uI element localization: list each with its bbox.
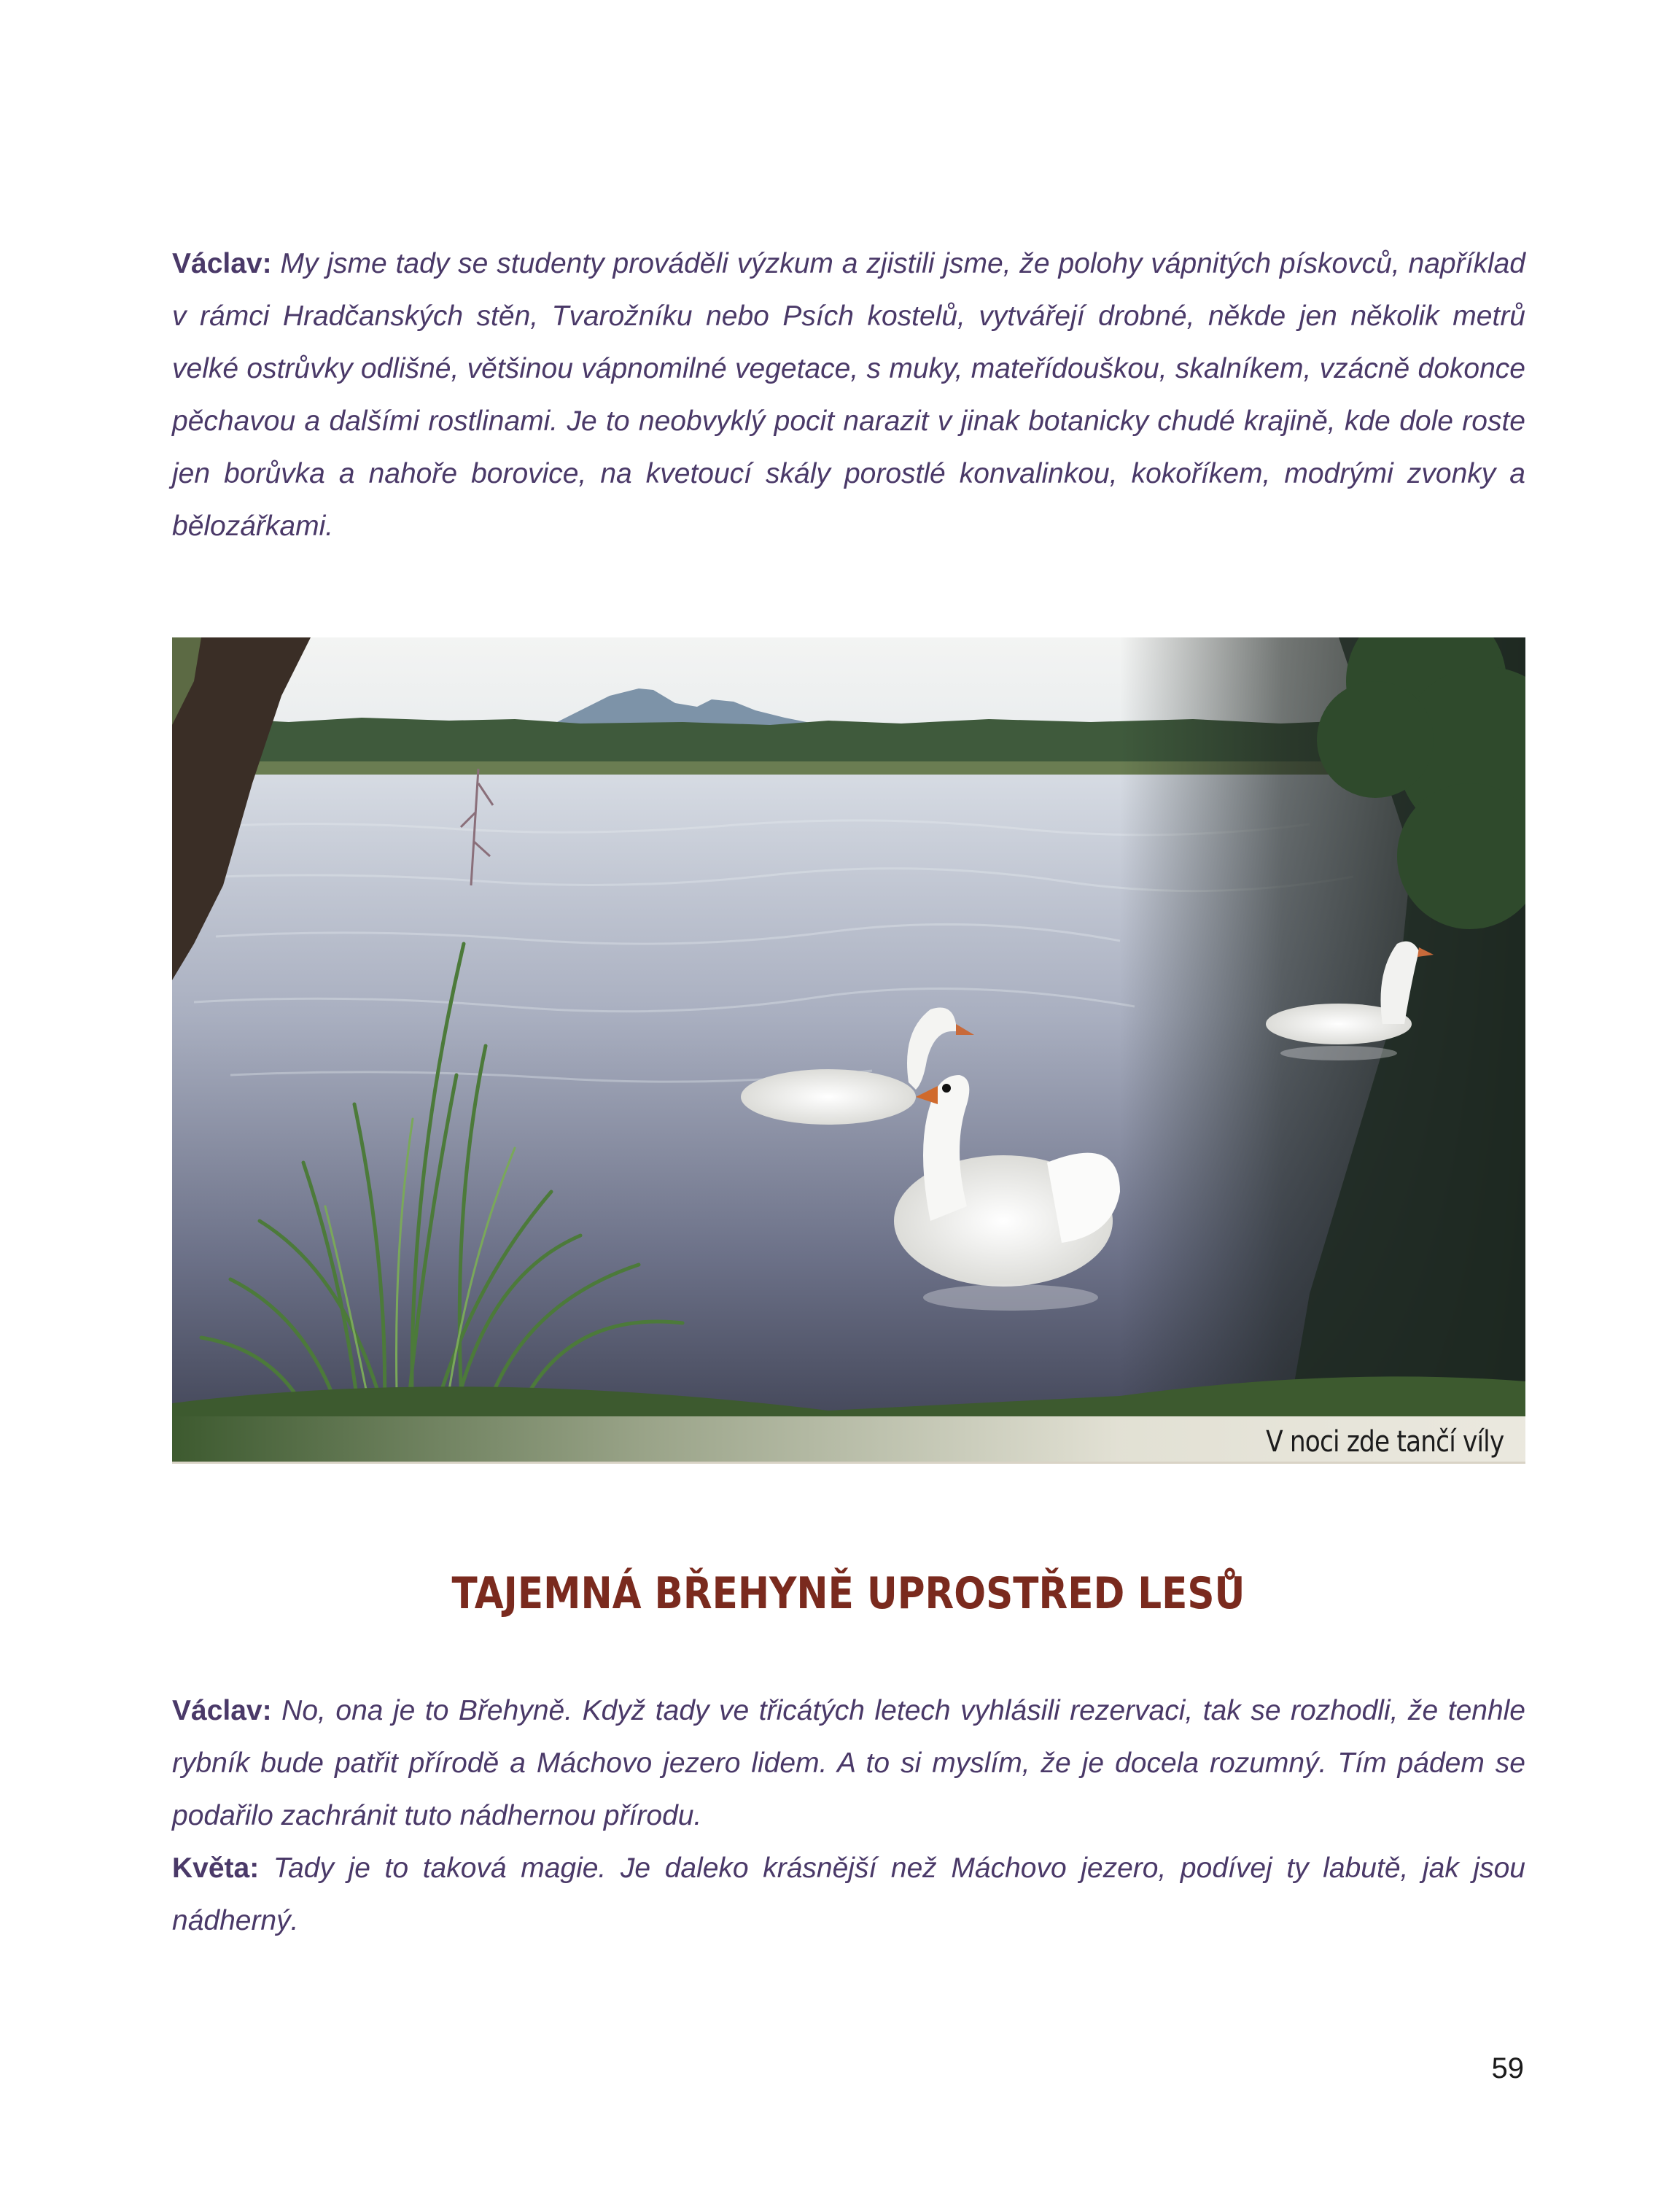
speaker-name: Václav: [172, 1695, 272, 1726]
dialogue-block [172, 1685, 1525, 1947]
page-number: 59 [1491, 2052, 1524, 2084]
photo-caption: V noci zde tančí víly [1265, 1425, 1504, 1459]
speech-text: Tady je to taková magie. Je daleko krásnější než Máchovo jezero, podívej ty labutě, jak jsou nádherný. [172, 1853, 1525, 1936]
lake-swans-photo [172, 637, 1525, 1464]
caption-bar [172, 1416, 1525, 1464]
speech-text: No, ona je to Břehyně. Když tady ve třicátých letech vyhlásili rezervaci, tak se rozhodli, že tenhle rybník bude patřit přírodě a Máchovo jezero lidem. A to si myslím, že je docela rozumný. Tím pádem se podařilo zachránit tuto nádhernou přírodu. [172, 1695, 1525, 1831]
speaker-name: Václav: [172, 248, 272, 279]
section-title-text: TAJEMNÁ BŘEHYNĚ UPROSTŘED LESŮ [452, 1568, 1245, 1619]
section-title [172, 1568, 1525, 1619]
photo-illustration [172, 637, 1525, 1464]
speaker-name: Květa: [172, 1853, 260, 1884]
speech-text: My jsme tady se studenty prováděli výzkum a zjistili jsme, že polohy vápnitých pískovců, například v rámci Hradčanských stěn, Tvarožníku nebo Psích kostelů, vytvářejí drobné, někde jen několik metrů velké ostrůvky odlišné, většinou vápnomilné vegetace, s muky, mateřídouškou, skalníkem, vzácně dokonce pěchavou a dalšími rostlinami. Je to neobvyklý pocit narazit v jinak botanicky chudé krajině, kde dole roste jen borůvka a nahoře borovice, na kvetoucí skály porostlé konvalinkou, kokoříkem, modrými zvonky a bělozářkami. [172, 248, 1525, 542]
dialogue-line [172, 1685, 1525, 1842]
dialogue-line [172, 1842, 1525, 1947]
intro-paragraph [172, 238, 1525, 553]
